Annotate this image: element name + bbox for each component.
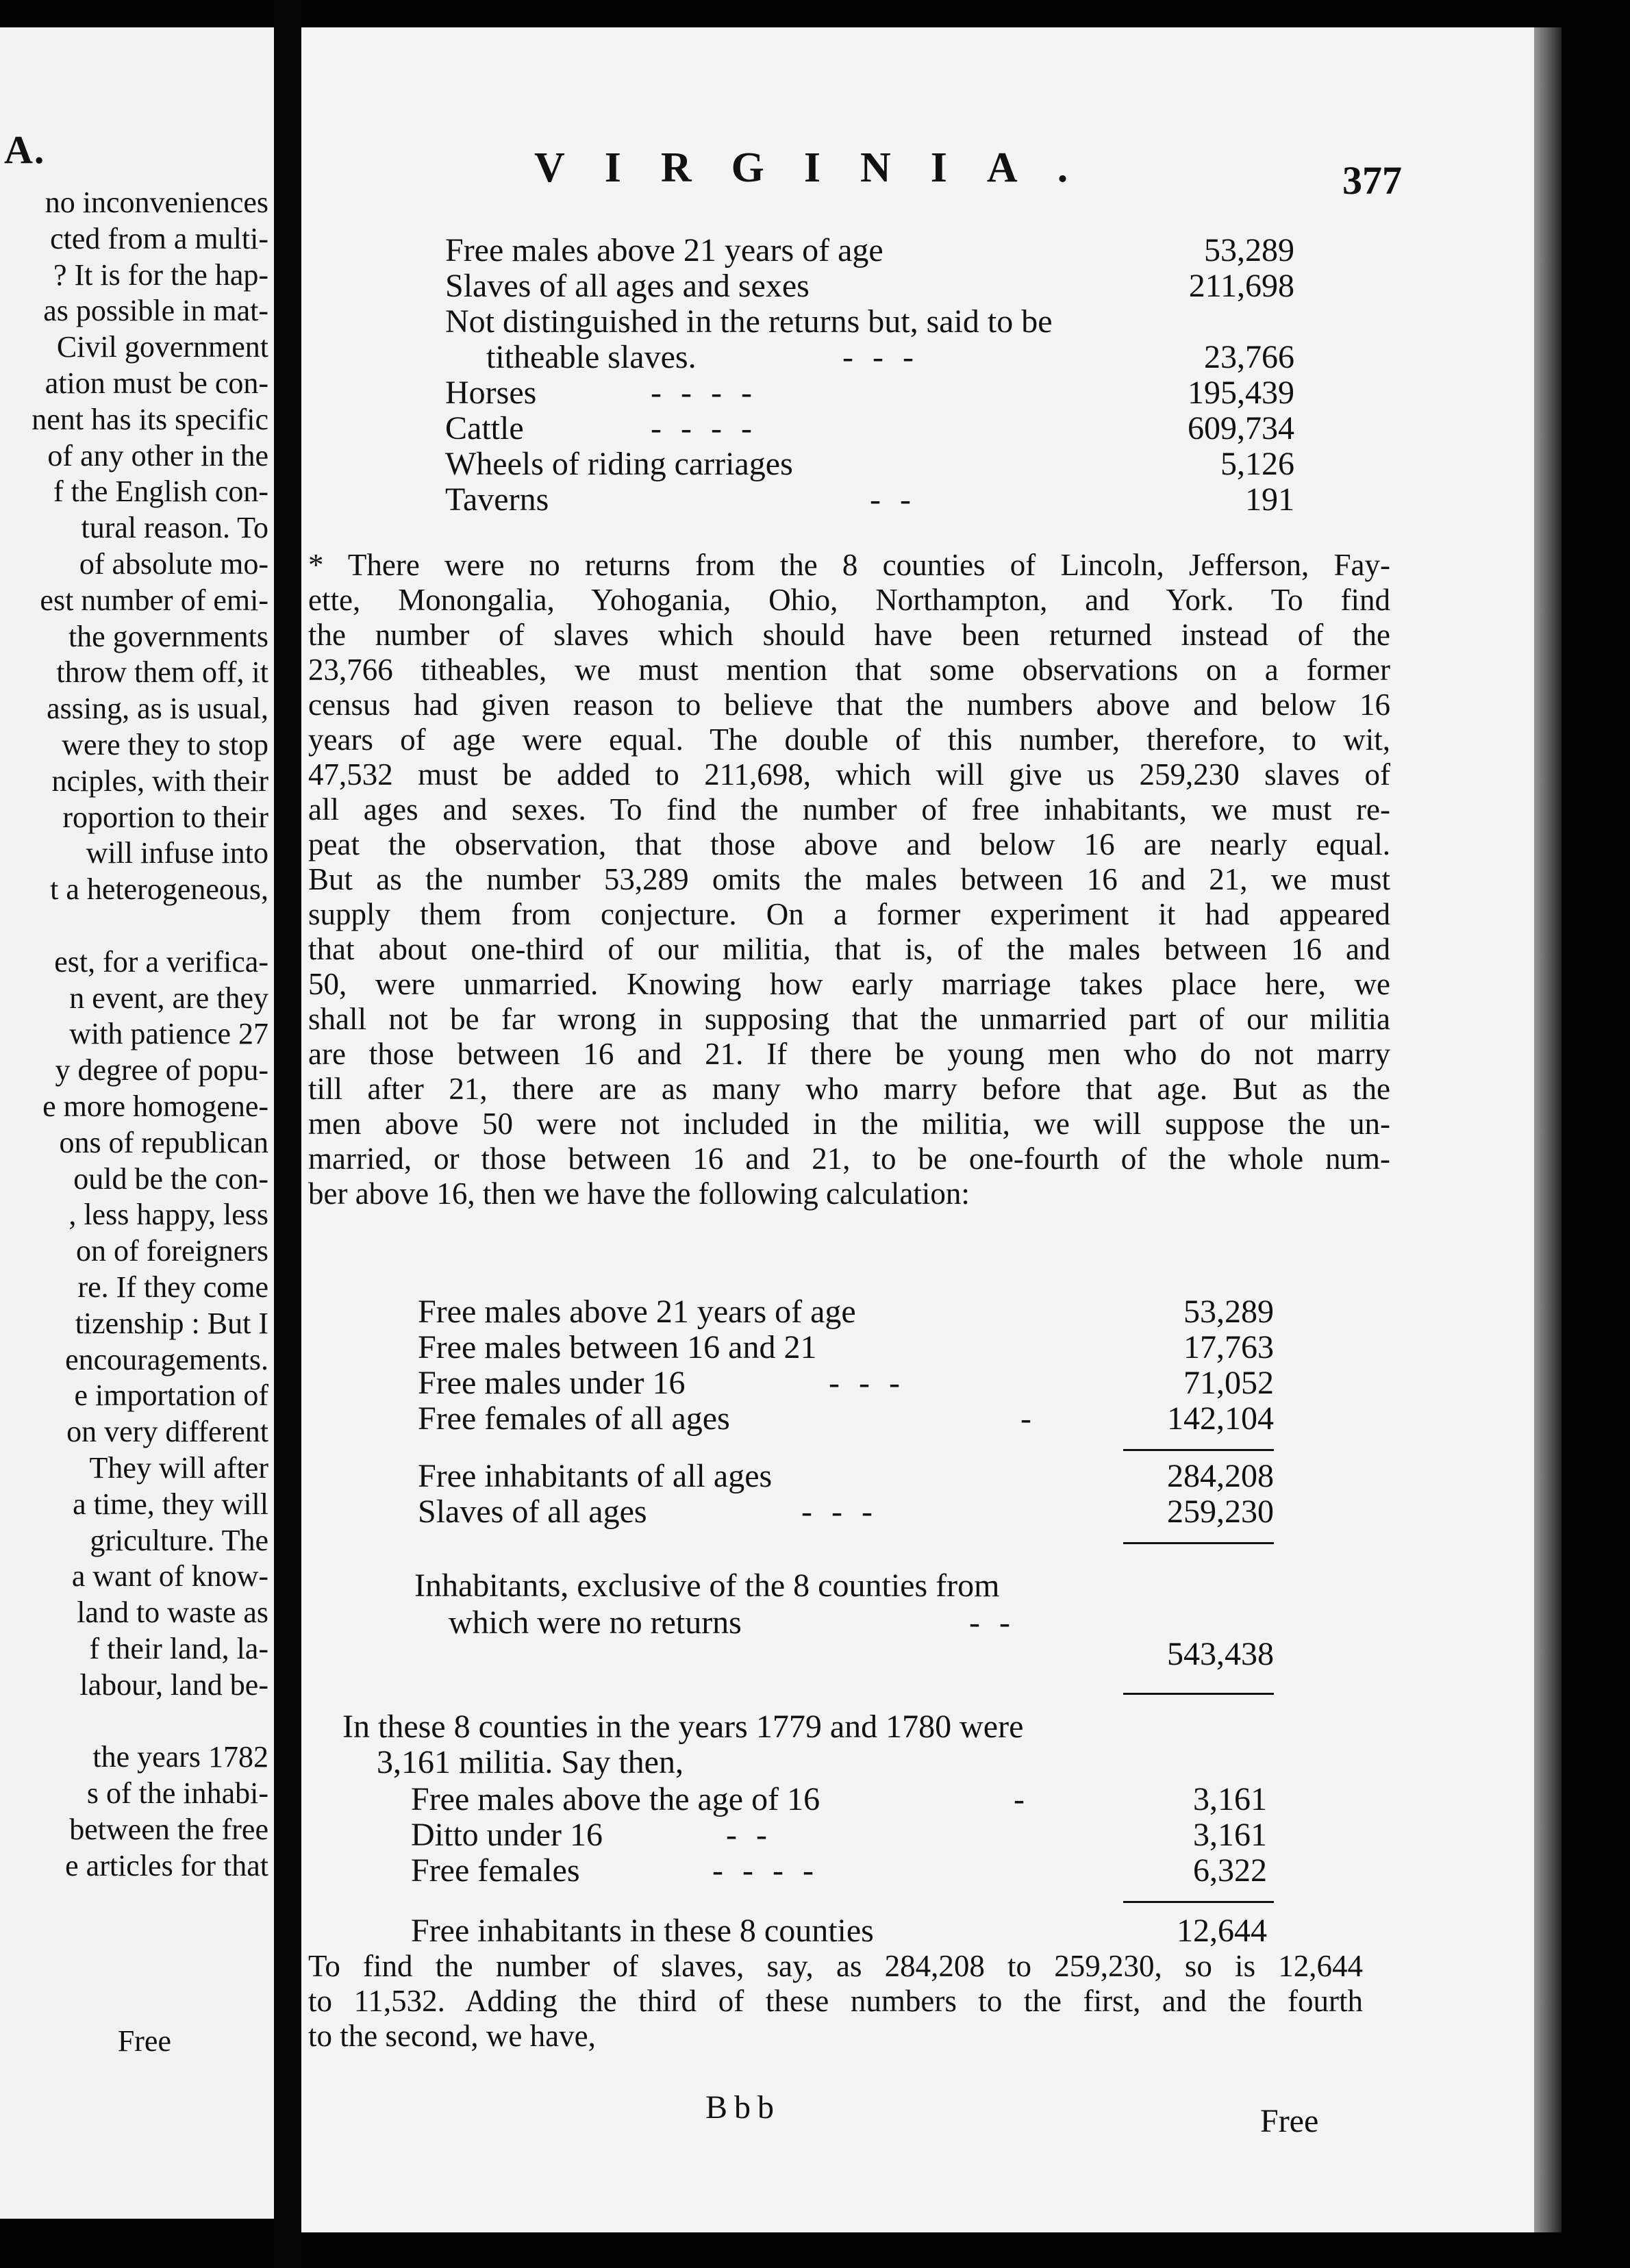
left-text-line: throw them off, it	[56, 655, 268, 690]
left-text-line: of any other in the	[47, 438, 268, 473]
text-line: peat the observation, that those above and below 16 are nearly equal.	[308, 827, 1390, 861]
left-running-head: A.	[4, 127, 46, 172]
left-text-line: encouragements.	[65, 1342, 268, 1376]
text-line: 47,532 must be added to 211,698, which will give us 259,230 slaves of	[308, 757, 1390, 792]
left-text-line: t a heterogeneous,	[50, 872, 268, 907]
left-text-line: a time, they will	[73, 1487, 268, 1521]
left-text-line: ons of republican	[59, 1125, 268, 1159]
left-text-line: as possible in mat-	[43, 294, 268, 328]
text-line: are those between 16 and 21. If there be young men who do not marry	[308, 1037, 1390, 1071]
text-line: to the second, we have,	[308, 2019, 596, 2053]
left-text-line: will infuse into	[86, 836, 268, 870]
left-text-line: f their land, la-	[89, 1632, 268, 1665]
left-text-line: e more homogene-	[42, 1089, 268, 1123]
left-text-line: on of foreigners	[75, 1234, 268, 1268]
left-text-line: e importation of	[74, 1378, 268, 1413]
left-text-line: Civil government	[56, 330, 268, 364]
text-line: 23,766 titheables, we must mention that some observations on a former	[308, 653, 1390, 687]
left-text-line: s of the inhabi-	[86, 1776, 268, 1811]
text-line: supply them from conjecture. On a former experiment it had appeared	[308, 897, 1390, 931]
left-text-line: ? It is for the hap-	[53, 257, 268, 292]
text-line: till after 21, there are as many who marry before that age. But as the	[308, 1072, 1390, 1106]
left-text-line: between the free	[69, 1813, 268, 1846]
running-head: VIRGINIA.	[534, 144, 1108, 191]
catchword: Free	[1260, 2103, 1319, 2139]
left-text-line: ould be the con-	[73, 1161, 268, 1196]
left-text-line: no inconveniences	[45, 186, 268, 219]
left-text-line: the governments	[68, 619, 268, 653]
left-text-line: a want of know-	[71, 1559, 268, 1593]
sum-rule	[1123, 1901, 1274, 1903]
left-text-line: re. If they come	[77, 1270, 268, 1304]
text-line: census had given reason to believe that the numbers above and below 16	[308, 688, 1390, 722]
left-text-line: on very different	[66, 1415, 268, 1449]
left-text-line: labour, land be-	[79, 1667, 268, 1702]
left-text-line: n event, are they	[69, 981, 268, 1015]
left-text-line: y degree of popu-	[55, 1053, 268, 1087]
left-page	[0, 27, 274, 2219]
text-line: that about one-third of our militia, that is, of the males between 16 and	[308, 932, 1390, 966]
sum-rule	[1123, 1449, 1274, 1451]
book-gutter	[274, 0, 301, 2268]
left-text-line: f the English con-	[53, 475, 268, 509]
left-text-line: , less happy, less	[68, 1198, 268, 1232]
text-line: years of age were equal. The double of this number, therefore, to wit,	[308, 722, 1390, 757]
text-line: men above 50 were not included in the militia, we will suppose the un-	[308, 1107, 1390, 1141]
text-line: To find the number of slaves, say, as 284,208 to 259,230, so is 12,644	[308, 1949, 1363, 1983]
text-line: married, or those between 16 and 21, to be one-fourth of the whole num-	[308, 1142, 1390, 1176]
text-line: * There were no returns from the 8 counties of Lincoln, Jefferson, Fay-	[308, 548, 1390, 582]
left-text-line: the years 1782	[92, 1740, 268, 1774]
page-number: 377	[1342, 158, 1402, 203]
left-text-line: assing, as is usual,	[47, 692, 268, 726]
left-text-line: roportion to their	[62, 800, 268, 834]
left-text-line: with patience 27	[69, 1017, 268, 1051]
footnote-paragraph	[308, 548, 1390, 1211]
left-text-line: tural reason. To	[81, 511, 268, 545]
left-text-line: griculture. The	[90, 1523, 268, 1557]
left-text-line: e articles for that	[65, 1848, 268, 1882]
page-edges	[1534, 27, 1562, 2232]
left-text-line: cted from a multi-	[50, 221, 268, 255]
left-text-line: land to waste as	[77, 1596, 268, 1630]
text-line: ette, Monongalia, Yohogania, Ohio, Northampton, and York. To find	[308, 583, 1390, 617]
left-text-line: nent has its specific	[32, 402, 268, 436]
left-text-line: est number of emi-	[40, 583, 268, 617]
sum-rule	[1123, 1693, 1274, 1695]
left-text-line: ation must be con-	[45, 366, 268, 400]
sum-rule	[1123, 1542, 1274, 1544]
text-line: 50, were unmarried. Knowing how early marriage takes place here, we	[308, 967, 1390, 1001]
closing-paragraph	[308, 1949, 1363, 2054]
left-text-line: tizenship : But I	[75, 1306, 268, 1340]
left-text-line: of absolute mo-	[79, 547, 268, 581]
text-line: But as the number 53,289 omits the males between 16 and 21, we must	[308, 862, 1390, 896]
text-line: to 11,532. Adding the third of these numbers to the first, and the fourth	[308, 1984, 1363, 2018]
text-line: ber above 16, then we have the following calculation:	[308, 1176, 970, 1211]
left-text-line: They will after	[89, 1451, 268, 1485]
text-line: shall not be far wrong in supposing that the unmarried part of our militia	[308, 1002, 1390, 1036]
text-line: the number of slaves which should have been returned instead of the	[308, 618, 1390, 652]
left-text-line: were they to stop	[62, 728, 268, 761]
right-page: VIRGINIA. 377 Free males above 21 years of age 53,289 Slaves of all ages and sexes 211,698 Not distinguished in the returns but, said to be titheable slaves. - - - 23,766 Horses - - - - 195,439 Cattle - - - - 609,734 Wheels of riding carriages 5,126 Taverns - - 191 * There were no returns from the 8 counties of Lincoln, Jefferson, Fay- ette, Monongalia, Yohogania, Ohio, Northampton, and York. To find the number of slaves which should have been returned instead of the 23,766 titheables, we must mention that some observations on a former census had given reason to believe that the numbers above and below 16 years of age were equal. The double of this number, therefore, to wit, 47,532 must be added to 211,698, which will give us 259,230 slaves of all ages and sexes. To find the number of free inhabitants, we must re- peat the observation, that those above and below 16 are nearly equal. But as the number 53,289 omits the males between 16 and 21, we must supply them from conjecture. On a former experiment it had appeared that about one-third of our militia, that is, of the males between 16 and 50, were unmarried. Knowing how early marriage takes place here, we shall not be far wrong in supposing that the unmarried part of our militia are those between 16 and 21. If there be young men who do not marry till after 21, there are as many who marry before that age. But as the men above 50 were not included in the militia, we will suppose the un- married, or those between 16 and 21, to be one-fourth of the whole num- ber above 16, then we have the following calculation: Free males above 21 years of age 53,289 Free males between 16 and 21 17,763 Free males under 16 - - - 71,052 Free females of all ages - 142,104 Free inhabitants of all ages 284,208 Slaves of all ages - - - 259,230 Inhabitants, exclusive of the 8 counties from which were no returns - - 543,438 In these 8 counties in the years 1779 and 1780 were 3,161 militia. Say then, Free males above the age of 16 - 3,161 Ditto under 16 - - 3,161 Free females - - - - 6,322 Free inhabitants in these 8 counties 12,644 To find the number of slaves, say, as 284,208 to 259,230, so is 12,644 to 11,532. Adding the third of these numbers to the first, and the fourth to the second, we have, Bbb Free	[301, 27, 1534, 2232]
left-text-line: nciples, with their	[51, 764, 268, 798]
signature-mark: Bbb	[705, 2089, 781, 2126]
left-catchword: Free	[117, 2024, 171, 2058]
text-line: all ages and sexes. To find the number of free inhabitants, we must re-	[308, 792, 1390, 827]
left-text-line: est, for a verifica-	[54, 944, 268, 979]
